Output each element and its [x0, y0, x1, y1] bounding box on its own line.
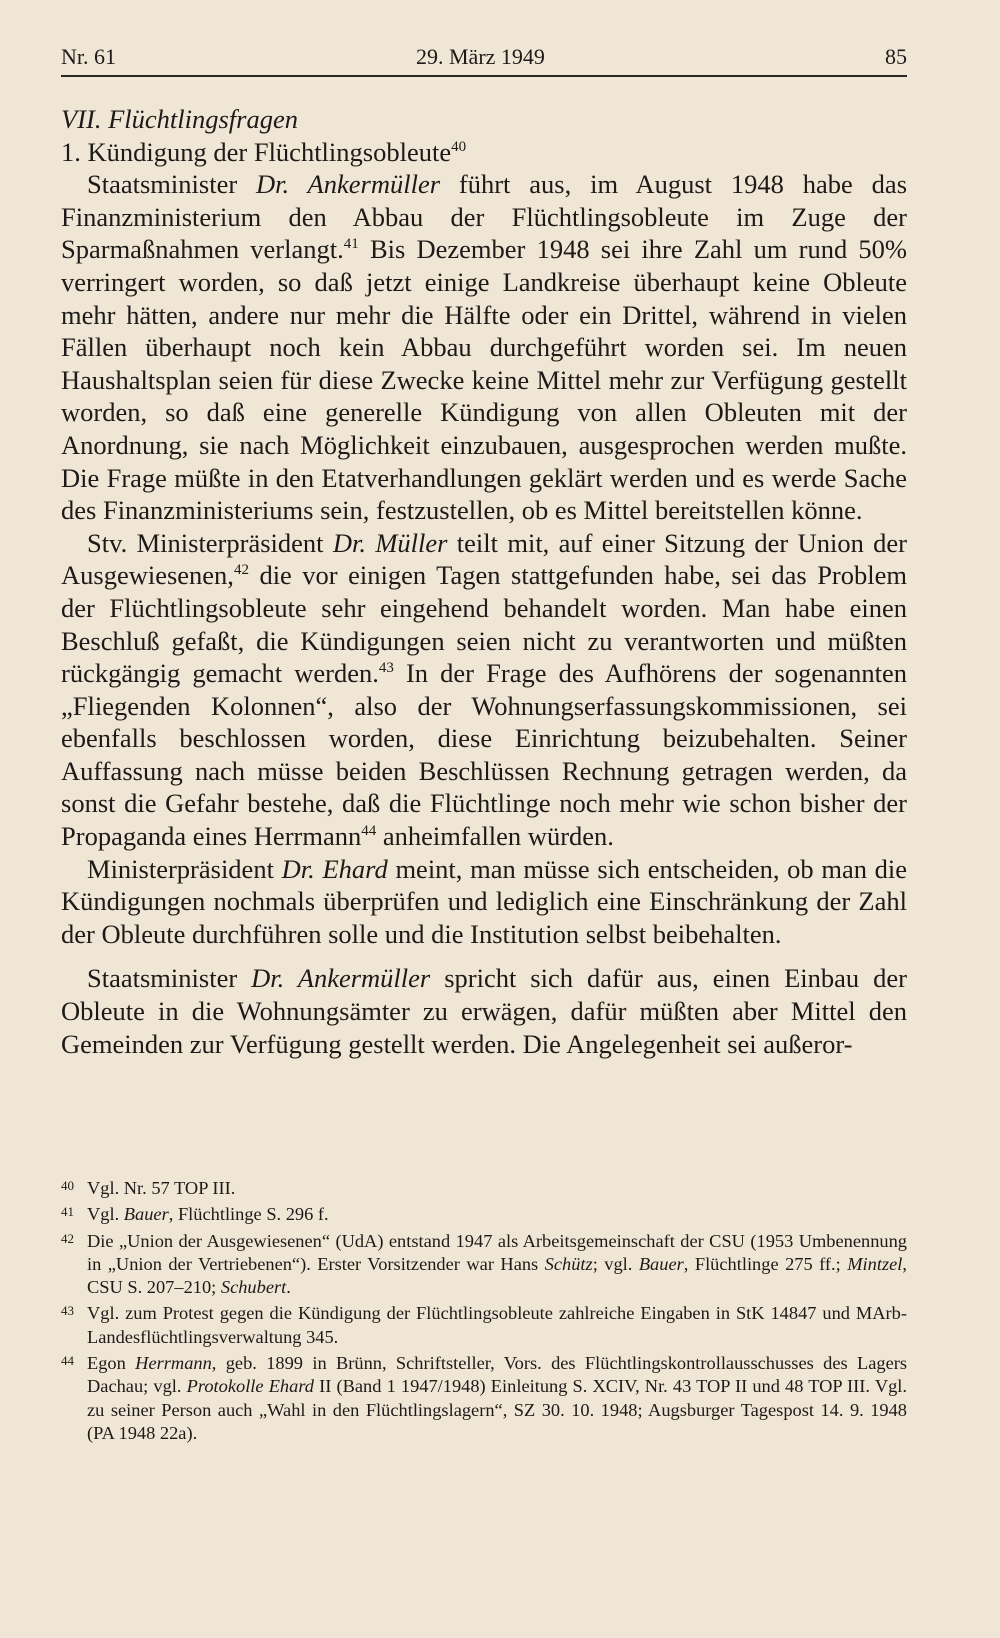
footnote-number: 42: [61, 1230, 74, 1246]
text-run: Staatsminister: [87, 169, 257, 200]
footnote-text: Egon: [87, 1353, 136, 1374]
speaker-name: Dr. Ehard: [281, 853, 388, 884]
footnote-ref-43[interactable]: 43: [378, 660, 394, 677]
footnote-text: Vgl. zum Protest gegen die Kündigung der Flüchtlingsobleute zahlreiche Eingaben in StK 14847 und MArb-Landesflüchtlingsverwaltung 345.: [87, 1303, 907, 1347]
text-run: teilt mit, auf einer Sitzung der Union der Ausgewiesenen,: [61, 527, 907, 591]
cited-author: Bauer: [123, 1204, 169, 1225]
footnote-ref-41[interactable]: 41: [343, 236, 359, 253]
footnote-40: [61, 1177, 907, 1200]
footnote-number: 43: [61, 1303, 74, 1319]
footnote-text: Die „Union der Ausgewiesenen“ (UdA) entstand 1947 als Arbeitsgemeinschaft der CSU (1953 Umbenennung in „Union der Vertriebenen“). Erster Vorsitzender war Hans: [87, 1230, 907, 1274]
paragraph-ankermueller-1: [61, 168, 907, 527]
text-run: Stv. Ministerpräsident: [87, 527, 333, 558]
text-run: In der Frage des Aufhörens der sogenannten „Fliegenden Kolonnen“, also der Wohnungserfassungskommissionen, sei ebenfalls beschlossen worden, diese Einrichtung beizubehalten. Seiner Auffassung nach müsse beiden Beschlüssen Rechnung getragen werden, da sonst die Gefahr bestehe, daß die Flüchtlinge noch mehr wie schon bisher der Propaganda eines Herrmann: [61, 658, 907, 852]
agenda-item-text: 1. Kündigung der Flüchtlingsobleute: [61, 136, 452, 167]
footnote-text: , Flüchtlinge 275 ff.;: [683, 1253, 848, 1274]
footnote-number: 41: [61, 1204, 74, 1220]
footnote-ref-42[interactable]: 42: [233, 562, 249, 579]
speaker-name: Dr. Müller: [332, 527, 448, 558]
paragraph-ankermueller-2: [61, 962, 907, 1060]
footnote-text: , Flüchtlinge S. 296 f.: [168, 1204, 329, 1225]
agenda-item-heading: [61, 136, 907, 169]
footnote-ref-40[interactable]: 40: [451, 138, 467, 155]
footnote-42: [61, 1230, 907, 1300]
text-run: meint, man müsse sich entscheiden, ob man die Kündigungen nochmals überprüfen und lediglich eine Einschränkung der Zahl der Obleute durchführen solle und die Institution selbst beibehalten.: [61, 853, 908, 949]
footnote-text: , CSU S. 207–210;: [87, 1253, 907, 1298]
text-run: Bis Dezember 1948 sei ihre Zahl um rund 50% verringert worden, so daß jetzt einige Landkreise überhaupt keine Obleute mehr hätten, andere nur mehr die Hälfte oder ein Drittel, während in vielen Fällen überhaupt noch kein Abbau durchgeführt worden sei. Im neuen Haushaltsplan seien für diese Zwecke keine Mittel mehr zur Verfügung gestellt worden, so daß eine generelle Kündigung von allen Obleuten mit der Anordnung, sie nach Möglichkeit einzubauen, ausgesprochen werden mußte. Die Frage müßte in den Etatverhandlungen geklärt werden und es werde Sache des Finanzministeriums sein, festzustellen, ob es Mittel bereitstellen könne.: [61, 234, 907, 526]
header-date: 29. März 1949: [416, 44, 545, 69]
cited-name: Schütz: [544, 1253, 593, 1274]
footnotes: [61, 1177, 907, 1448]
footnote-41: [61, 1203, 907, 1226]
footnote-text: ; vgl.: [592, 1253, 639, 1274]
paragraph-mueller: [61, 527, 907, 853]
text-run: spricht sich dafür aus, einen Einbau der Obleute in die Wohnungsämter zu erwägen, dafür müßten aber Mittel den Gemeinden zur Verfügung gestellt werden. Die Angelegenheit sei außeror-: [61, 963, 907, 1059]
footnote-text: Vgl. Nr. 57 TOP III.: [87, 1178, 236, 1198]
paragraph-ehard: [61, 853, 907, 951]
speaker-name: Dr. Ankermüller: [251, 963, 431, 994]
footnote-text: Vgl.: [87, 1204, 124, 1225]
document-number: Nr. 61: [61, 44, 116, 69]
footnote-number: 40: [61, 1178, 74, 1193]
cited-author: Bauer: [638, 1253, 684, 1274]
main-text: [61, 103, 907, 1060]
cited-work: Protokolle Ehard: [186, 1376, 314, 1397]
footnote-44: [61, 1352, 907, 1445]
page-number: 85: [885, 44, 907, 69]
footnote-text: II (Band 1 1947/1948) Einleitung S. XCIV, Nr. 43 TOP II und 48 TOP III. Vgl. zu seiner Person auch „Wahl in den Flüchtlingslagern“, SZ 30. 10. 1948; Augsburger Tagespost 14. 9. 1948 (PA 1948 22a).: [87, 1376, 908, 1443]
speaker-name: Dr. Ankermüller: [256, 169, 441, 200]
cited-author: Schubert: [220, 1277, 287, 1298]
text-run: Ministerpräsident: [87, 853, 282, 884]
footnote-number: 44: [61, 1353, 74, 1369]
footnote-ref-44[interactable]: 44: [361, 823, 377, 840]
text-run: Staatsminister: [87, 963, 252, 994]
footnote-43: [61, 1302, 907, 1349]
text-run: die vor einigen Tagen stattgefunden habe, sei das Problem der Flüchtlingsobleute sehr eingehend behandelt worden. Man habe einen Beschluß gefaßt, die Kündigungen seien nicht zu verantworten und müßten rückgängig gemacht werden.: [61, 560, 907, 689]
header-rule: [61, 75, 907, 77]
running-header: [61, 44, 907, 74]
text-run: anheimfallen würden.: [376, 821, 614, 852]
section-title: VII. Flüchtlingsfragen: [61, 104, 298, 134]
text-run: führt aus, im August 1948 habe das Finanzministerium den Abbau der Flüchtlingsobleute im Zuge der Sparmaßnahmen verlangt.: [61, 169, 908, 265]
footnote-text: , geb. 1899 in Brünn, Schriftsteller, Vors. des Flüchtlingskontrollausschusses des Lagers Dachau; vgl.: [87, 1353, 908, 1397]
footnote-text: .: [286, 1277, 291, 1298]
cited-author: Mintzel: [847, 1253, 903, 1274]
cited-name: Herrmann: [135, 1353, 212, 1374]
